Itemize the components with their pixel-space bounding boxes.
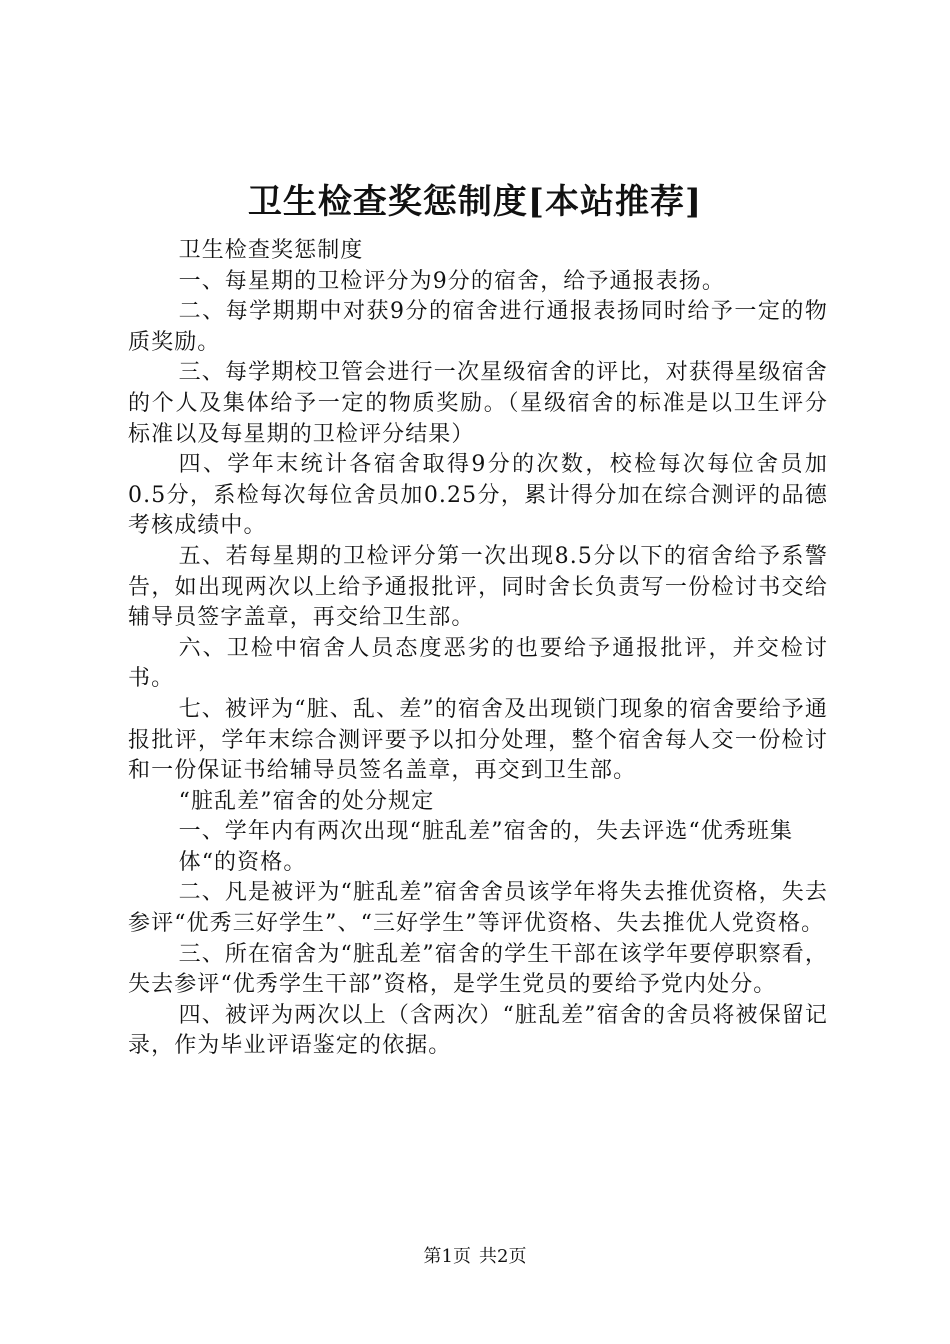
paragraph-rule-2: 二、凡是被评为“脏乱差”宿舍舍员该学年将失去推优资格，失去参评“优秀三好学生”、“三好学生”等评优资格、失去推优人党资格。 [128, 880, 828, 937]
paragraph-rule-1-cont: 体“的资格。 [178, 849, 307, 875]
paragraph-item-6: 六、卫检中宿舍人员态度恶劣的也要给予通报批评，并交检讨书。 [128, 635, 828, 692]
document-title: 卫生检查奖惩制度[本站推荐] [247, 182, 703, 222]
paragraph-item-1: 一、每星期的卫检评分为9分的宿舍，给予通报表扬。 [178, 268, 725, 294]
paragraph-heading: 卫生检查奖惩制度 [178, 238, 364, 263]
paragraph-item-7: 七、被评为“脏、乱、差”的宿舍及出现锁门现象的宿舍要给予通报批评，学年末综合测评要予以扣分处理，整个宿舍每人交一份检讨和一份保证书给辅导员签名盖章，再交到卫生部。 [128, 696, 828, 784]
paragraph-rule-4: 四、被评为两次以上（含两次）“脏乱差”宿舍的舍员将被保留记录，作为毕业评语鉴定的依据。 [128, 1002, 828, 1059]
page-total: 共2页 [479, 1246, 527, 1267]
paragraph-item-2: 二、每学期期中对获9分的宿舍进行通报表扬同时给予一定的物质奖励。 [128, 299, 828, 355]
paragraph-rule-3: 三、所在宿舍为“脏乱差”宿舍的学生干部在该学年要停职察看，失去参评“优秀学生干部”资格，是学生党员的要给予党内处分。 [128, 941, 828, 998]
document-body [128, 236, 828, 1062]
page-number: 第1页 [423, 1246, 471, 1267]
paragraph-item-4: 四、学年末统计各宿舍取得9分的次数，校检每次每位舍员加0.5分，系检每次每位舍员加0.25分，累计得分加在综合测评的品德考核成绩中。 [128, 452, 828, 539]
paragraph-item-5: 五、若每星期的卫检评分第一次出现8.5分以下的宿舍给予系警告，如出现两次以上给予通报批评，同时舍长负责写一份检讨书交给辅导员签字盖章，再交给卫生部。 [128, 543, 828, 631]
paragraph-item-3: 三、每学期校卫管会进行一次星级宿舍的评比，对获得星级宿舍的个人及集体给予一定的物质奖励。（星级宿舍的标准是以卫生评分标准以及每星期的卫检评分结果） [128, 360, 828, 447]
paragraph-subheading: “脏乱差”宿舍的处分规定 [178, 788, 435, 814]
page-footer [0, 1245, 950, 1269]
paragraph-rule-1: 一、学年内有两次出现“脏乱差”宿舍的，失去评选“优秀班集 [178, 819, 794, 845]
